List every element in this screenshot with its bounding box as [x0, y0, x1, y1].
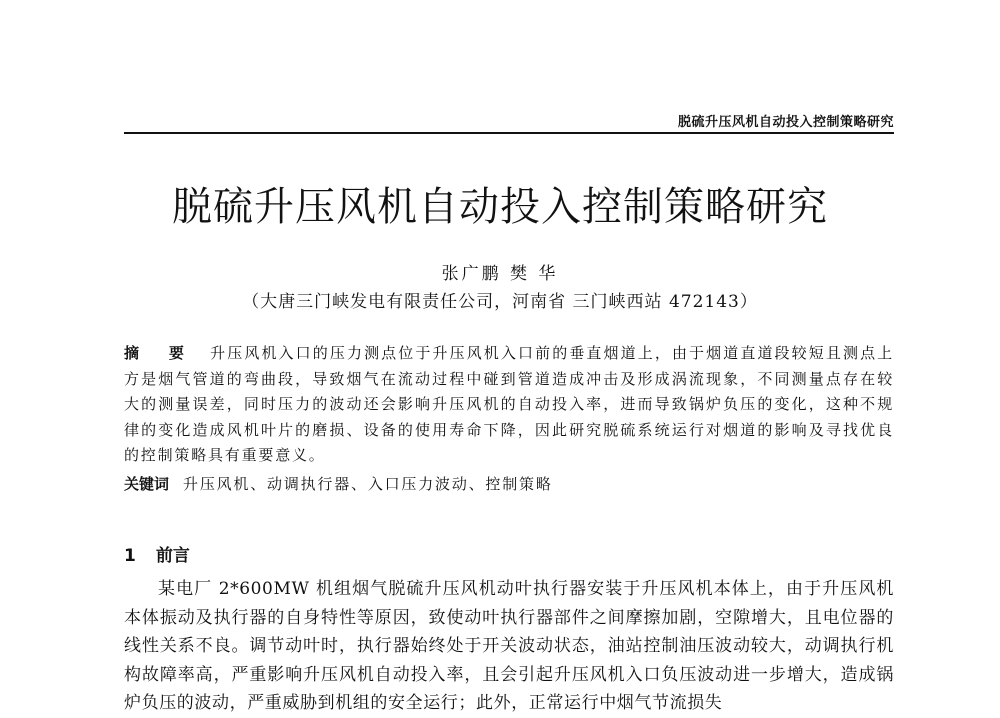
section-title: 前言 [155, 546, 190, 566]
section-heading [124, 541, 190, 566]
abstract [124, 341, 894, 469]
section-paragraph: 某电厂 2*600MW 机组烟气脱硫升压风机动叶执行器安装于升压风机本体上，由于升压风机本体振动及执行器的自身特性等原因，致使动叶执行器部件之间摩擦加剧，空隙增大，且电位器的线性关系不良。调节动叶时，执行器始终处于开关波动状态，油站控制油压波动较大，动调执行机构故障率高，严重影响升压风机自动投入率，且会引起升压风机入口负压波动进一步增大，造成锅炉负压的波动，严重威胁到机组的安全运行；此外，正常运行中烟气节流损失 [124, 579, 894, 713]
keywords-label: 关键词 [124, 475, 170, 493]
abstract-text: 升压风机入口的压力测点位于升压风机入口前的垂直烟道上，由于烟道直道段较短且测点上方是烟气管道的弯曲段，导致烟气在流动过程中碰到管道造成冲击及形成涡流现象，不同测量点存在较大的测量误差，同时压力的波动还会影响升压风机的自动投入率，进而导致锅炉负压的变化，这种不规律的变化造成风机叶片的磨损、设备的使用寿命下降，因此研究脱硫系统运行对烟道的影响及寻找优良的控制策略具有重要意义。 [124, 344, 894, 464]
header-rule [124, 132, 894, 134]
keywords-text: 升压风机、动调执行器、入口压力波动、控制策略 [183, 475, 553, 493]
authors: 张广鹏 樊 华 [441, 264, 559, 284]
affiliation: （大唐三门峡发电有限责任公司，河南省 三门峡西站 472143） [242, 292, 758, 312]
paper-title: 脱硫升压风机自动投入控制策略研究 [172, 184, 828, 230]
keywords [124, 473, 894, 494]
abstract-label: 摘 要 [124, 344, 197, 362]
running-header: 脱硫升压风机自动投入控制策略研究 [677, 115, 894, 130]
section-number: 1 [124, 546, 136, 566]
